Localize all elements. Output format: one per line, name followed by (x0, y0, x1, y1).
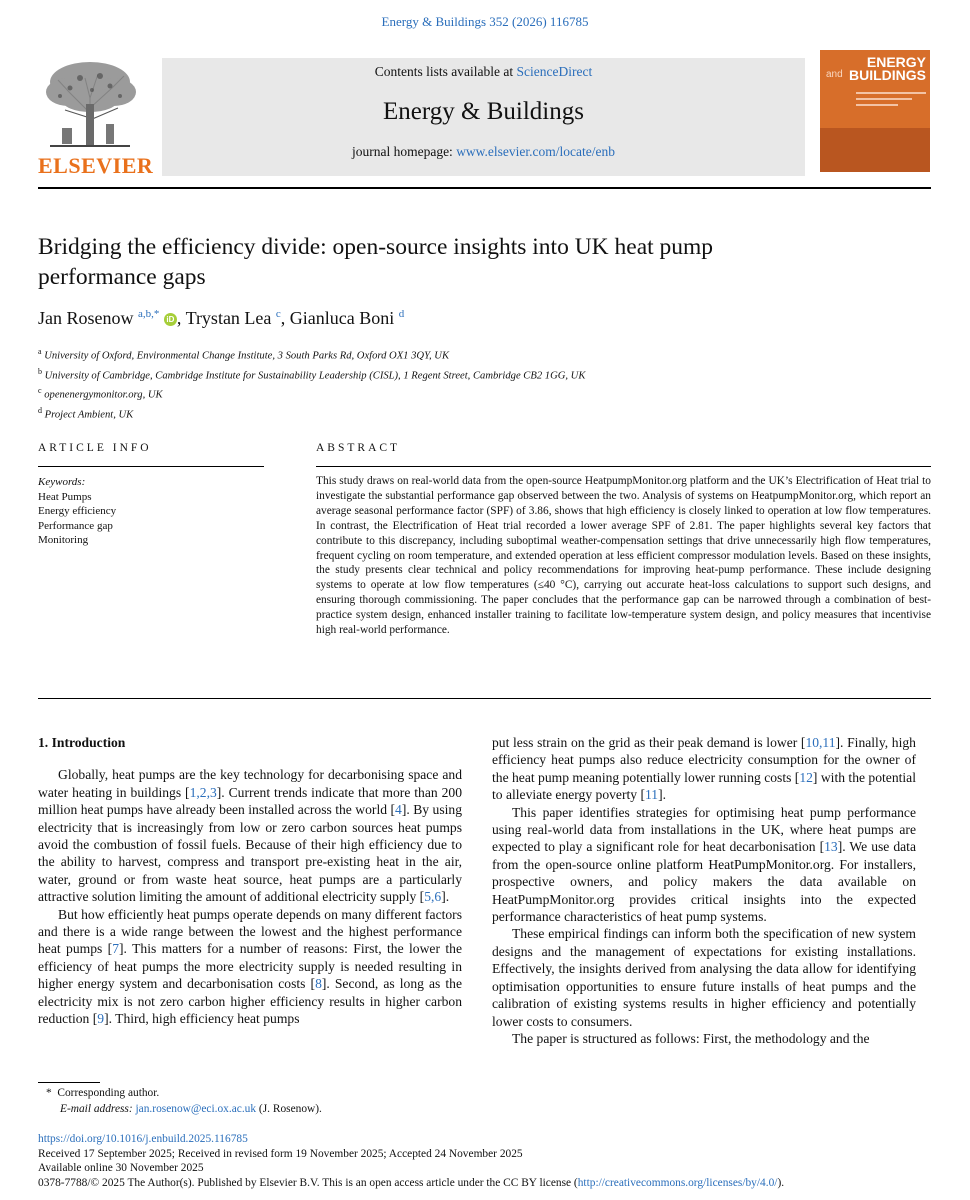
received-dates: Received 17 September 2025; Received in revised form 19 November 2025; Accepted 24 November 2025 (38, 1147, 523, 1160)
paper-title: Bridging the efficiency divide: open-source insights into UK heat pump performance gaps (38, 234, 714, 290)
journal-masthead (162, 58, 805, 176)
author-list (38, 308, 404, 329)
email-link[interactable]: jan.rosenow@eci.ox.ac.uk (135, 1102, 257, 1115)
citation-link[interactable]: 9 (97, 1011, 105, 1027)
paragraph: Globally, heat pumps are the key technology for decarbonising space and water heating in buildings [1,2,3]. Current trends indicate that more than 200 million heat pumps have already been installed across the world [4]. By using electricity that is increasingly from low or zero carbon sources heat pumps avoid the combustion of fossil fuels. Because of their high efficiency due to the ability to harvest, compress and transport pre-existing heat in the air, water, ground or from waste heat source, heat pumps are a particularly attractive solution limiting the amount of additional electricity supply [5,6]. (38, 767, 462, 905)
abstract-bottom-divider (38, 698, 931, 699)
doi-link[interactable]: https://doi.org/10.1016/j.enbuild.2025.116785 (38, 1133, 248, 1145)
homepage-prefix: journal homepage: (351, 144, 457, 159)
keyword: Performance gap (38, 519, 113, 532)
affiliation: $^d$ Project Ambient, UK (38, 405, 134, 421)
author-name[interactable]: Gianluca Boni (289, 308, 395, 328)
author-affil-marks[interactable]: c (275, 308, 281, 320)
corresponding-note: * Corresponding author. (46, 1087, 160, 1099)
author-affil-marks[interactable]: a,b,* (138, 308, 160, 320)
citation-link[interactable]: 13 (824, 839, 838, 855)
abstract-text: This study draws on real-world data from the open-source HeatpumpMonitor.org platform and the UK’s Electrification of Heat trial to investigate the substantial performance gap observed between the two. Analysis of systems on HeatpumpMonitor.org, which report an average seasonal performance factor (SPF) of 3.86, shows that high efficiency is closely linked to operation at low flow temperatures. In contrast, the Electrification of Heat trial recorded a lower average SPF of 2.81. The paper highlights several key factors that contribute to this discrepancy, including suboptimal weather-compensation settings that drive unnecessarily high flow temperatures, frequent cycling on room temperature, and extended operation at less efficient compressor modulation levels. Based on these insights, the study presents clear technical and policy recommendations for improving heat-pump performance. These include designing systems to operate at low flow temperatures (≤40 °C), carrying out accurate heat-loss calculations to support such designs, and ensuring thorough commissioning. The paper concludes that the performance gap can be narrowed through a combination of best-practice system design, enhanced installer training to facilitate low-temperature system design, and policy measures that incentivise high real-world performance. (316, 475, 931, 637)
publisher-name: ELSEVIER (38, 153, 154, 178)
author-separator: , (280, 308, 290, 328)
article-footer (38, 1132, 784, 1190)
homepage-line (162, 144, 805, 160)
keywords-label: Keywords: (38, 476, 86, 488)
license-link[interactable]: http://creativecommons.org/licenses/by/4.0/ (577, 1176, 778, 1189)
journal-name: Energy & Buildings (383, 98, 584, 125)
author-name[interactable]: Jan Rosenow (38, 308, 134, 328)
email-line: E-mail address: jan.rosenow@eci.ox.ac.uk (J. Rosenow). (60, 1102, 322, 1115)
citation-link[interactable]: 8 (315, 976, 322, 992)
orcid-icon[interactable]: iD (164, 313, 177, 326)
citation-link[interactable]: 7 (112, 941, 120, 957)
citation-link[interactable]: 11 (645, 787, 659, 803)
keyword: Heat Pumps (38, 490, 92, 503)
body-column-right (492, 734, 916, 1047)
sciencedirect-link[interactable]: ScienceDirect (516, 64, 593, 79)
abstract-heading: ABSTRACT (316, 442, 401, 454)
citation-link[interactable]: 1,2,3 (189, 784, 217, 800)
journal-cover[interactable] (820, 50, 930, 172)
footnote (46, 1086, 322, 1117)
affiliation: $^b$ University of Cambridge, Cambridge Institute for Sustainability Leadership (CISL), 1 Regent Street, Cambridge CB2 1GG, UK (38, 366, 586, 382)
body-column-left (38, 734, 462, 1028)
cover-title: ENERGY BUILDINGS (849, 54, 926, 83)
paragraph: These empirical findings can inform both the specification of new system designs and the management of expectations for existing installations. Effectively, the insights derived from analysing the data allow for identifying optimisation opportunities to ensure future installs of heat pumps and the calibration of existing systems results in higher efficiency and potentially lower costs to consumers. (492, 926, 916, 1029)
cover-and: and (826, 69, 843, 80)
footnote-divider (38, 1082, 100, 1083)
citation-link[interactable]: 12 (799, 769, 813, 785)
author-separator: , (176, 308, 186, 328)
citation-link[interactable]: 4 (395, 802, 402, 818)
journal-citation[interactable]: Energy & Buildings 352 (2026) 116785 (381, 14, 589, 29)
affiliations (38, 344, 585, 422)
paragraph: This paper identifies strategies for optimising heat pump performance using real-world data from installations in the UK, where heat pumps are expected to play a significant role for heat decarbonisation [13]. We use data from the open-source online platform HeatPumpMonitor.org. For installers, prospective owners, and policy makers the data available on HeatPumpMonitor.org provides critical insights into the expected performance characteristics of heat pump systems. (492, 804, 916, 925)
keywords-block (38, 475, 116, 548)
citation-link[interactable]: 5,6 (424, 889, 442, 905)
author-affil-marks[interactable]: d (398, 308, 405, 320)
paragraph: But how efficiently heat pumps operate depends on many different factors and there is a wide range between the lowest and the highest performance heat pumps [7]. This matters for a number of reasons: First, the lower the efficiency of heat pumps the more electricity supply is needed resulting in higher energy system and decarbonisation costs [8]. Second, as long as the electricity mix is not zero carbon higher efficiency results in higher carbon reduction [9]. Third, high efficiency heat pumps (38, 906, 462, 1027)
affiliation: $^c$ openenergymonitor.org, UK (38, 386, 163, 401)
keyword: Monitoring (38, 534, 89, 546)
cover-text-lines (856, 92, 926, 122)
section-heading: 1. Introduction (38, 735, 126, 750)
elsevier-tree-icon (40, 58, 140, 150)
cover-band (820, 128, 930, 172)
header-divider (38, 187, 931, 189)
article-info-heading: ARTICLE INFO (38, 442, 152, 454)
author-name[interactable]: Trystan Lea (185, 308, 272, 328)
available-online: Available online 30 November 2025 (38, 1162, 204, 1175)
article-info-divider (38, 466, 264, 467)
contents-line (162, 64, 805, 80)
license-line: 0378-7788/© 2025 The Author(s). Published by Elsevier B.V. This is an open access article under the CC BY license (http://creativecommons.org/licenses/by/4.0/). (38, 1176, 785, 1189)
publisher-logo (38, 58, 154, 178)
abstract-divider (316, 466, 931, 467)
keyword: Energy efficiency (38, 505, 117, 517)
paragraph: put less strain on the grid as their peak demand is lower [10,11]. Finally, high efficiency heat pumps also reduce electricity consumption for the owner of the heat pump meaning potentially lower running costs [12] with the potential to alleviate energy poverty [11]. (492, 735, 916, 803)
citation-link[interactable]: 10,11 (805, 735, 836, 750)
paragraph: The paper is structured as follows: First, the methodology and the (512, 1030, 870, 1046)
homepage-link[interactable]: www.elsevier.com/locate/enb (456, 144, 616, 159)
affiliation: $^a$ University of Oxford, Environmental Change Institute, 3 South Parks Rd, Oxford OX1 3QY, UK (38, 347, 450, 362)
contents-prefix: Contents lists available at (374, 64, 517, 79)
